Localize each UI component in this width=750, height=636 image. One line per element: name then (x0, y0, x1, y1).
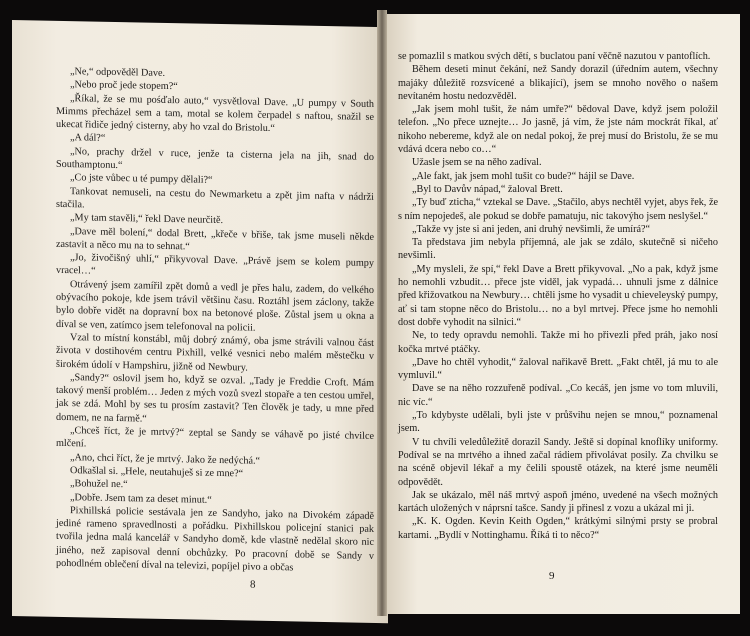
paragraph: „Ale fakt, jak jsem mohl tušit co bude?“ hájil se Dave. (412, 170, 635, 182)
paragraph: Užasle jsem se na něho zadíval. (412, 157, 542, 169)
paragraph: „Nebo proč jede stopem?“ (70, 79, 178, 93)
book-gutter (377, 10, 387, 616)
left-page-text (56, 65, 374, 576)
paragraph: „Jo, živočišný uhlí,“ přikyvoval Dave. „Právě jsem se kolem pumpy vracel…“ (56, 252, 374, 278)
paragraph: „K. K. Ogden. Kevin Keith Ogden,“ krátkými silnými prsty se probral kartami. „Bydlí v Nottinghamu. Říká ti to něco?“ (398, 516, 718, 541)
left-page-number: 8 (250, 578, 256, 591)
paragraph: „A dál?“ (70, 132, 106, 145)
paragraph: Ta představa jim nebyla příjemná, ale jak se zdálo, skutečně si ničeho nevšimli. (398, 237, 718, 262)
right-page (382, 14, 740, 614)
paragraph: Vzal to místní konstábl, můj dobrý známý, oba jsme strávili valnou část života v dostihovém centru Pixhill, velké vesnici nebo malém městečku v širokém údolí v Hampshiru, jižně od Newbury. (56, 332, 374, 374)
paragraph: V tu chvíli veledůležitě dorazil Sandy. Ještě si dopínal knoflíky uniformy. Podíval se na mrtvého a ihned začal rádiem přivolávat posily. Za chvilku se na scéně objevil lékař a my čelili spoustě otázek, na které jsme neuměli odpovědět. (398, 436, 718, 488)
paragraph: „No, prachy držel v ruce, jenže ta cisterna jela na jih, snad do Southamptonu.“ (56, 145, 374, 172)
left-page (12, 20, 388, 623)
paragraph: „Byl to Davův nápad,“ žaloval Brett. (412, 183, 563, 195)
paragraph: „Ne,“ odpověděl Dave. (70, 66, 166, 79)
paragraph: Tankovat nemuseli, na cestu do Newmarketu a zpět jim nafta v nádrži stačila. (56, 185, 374, 211)
paragraph: Dave se na něho rozzuřeně podíval. „Co kecáš, jen jsme vo tom mluvili, nic víc.“ (398, 383, 718, 408)
paragraph: „Jak jsem mohl tušit, že nám umře?“ bědoval Dave, když jsem položil telefon. „No přece uznejte… Jo jasně, já vím, že jste nám mockrát říkal, ať nikoho nebereme, když ale on nedal pokoj, že prej musí do Bristolu, že se mu vdává dcera nebo co…“ (398, 104, 718, 156)
paragraph: „Sandy?“ oslovil jsem ho, když se ozval. „Tady je Freddie Croft. Mám takový menší problém… Jeden z mých vozů svezl stopaře a ten cestou umřel, jak se zdá. Mohl by ses tu prosím zastavit? Ten člověk je tady, u mne před domem, ne na farmě.“ (56, 371, 374, 425)
paragraph: „My mysleli, že spí,“ řekl Dave a Brett přikyvoval. „No a pak, když jsme ho nemohli vzbudit… přece jste viděl, jak vypadá… uhnuli jsme z dálnice před křižovatkou na Newbury… chtěli jsme ho vysadit u chieveleyský pumpy, ať si tam stopne něco do Bristolu… no a byl mrtvej. Přece jsme ho nemohli dost dobře vyhodit na silnici.“ (398, 263, 718, 328)
right-page-text (398, 50, 718, 542)
paragraph: „Takže vy jste si ani jeden, ani druhý nevšimli, že umírá?“ (412, 223, 651, 235)
right-page-number: 9 (549, 570, 555, 582)
paragraph: „To kdybyste udělali, byli jste v průšvihu nejen se mnou,“ poznamenal jsem. (398, 410, 718, 435)
paragraph: „My tam stavěli,“ řekl Dave neurčitě. (70, 212, 224, 227)
paragraph: Otrávený jsem zamířil zpět domů a vedl je přes halu, zadem, do velkého obývacího pokoje, kde jsem trávil většinu času. Roztáhl jsem záclony, takže bylo dobře vidět na dopravní box na betonové ploše. Zůstal jsem u okna a díval se ven, zatímco jsem telefonoval na policii. (56, 278, 374, 334)
paragraph: „Dobře. Jsem tam za deset minut.“ (70, 491, 212, 506)
paragraph: Odkašlal si. „Hele, neutahuješ si ze mne?“ (70, 465, 244, 480)
paragraph: Ne, to tedy opravdu nemohli. Takže mi ho přivezli před práh, jako nosí kočka mrtvé ptáčky. (398, 330, 718, 355)
paragraph: „Bohužel ne.“ (70, 478, 128, 491)
paragraph: „Dave ho chtěl vyhodit,“ žaloval nařikavě Brett. „Fakt chtěl, já mu to ale vymluvil.“ (398, 356, 718, 382)
paragraph: Pixhillská policie sestávala jen ze Sandyho, jako na Divokém západě jediné rameno spravedlnosti a pořádku. Pixhillskou policejní stanici pak tvořila jedna malá kancelář v Sandyho domě, kde vlastně nedělal skoro nic jiného, než zapisoval denní obchůzky. Po pracovní době se Sandy v pohodlném oblečení díval na televizi, popíjel pivo a občas (56, 504, 374, 574)
paragraph: „Chceš říct, že je mrtvý?“ zeptal se Sandy se váhavě po jisté chvilce mlčení. (56, 425, 374, 450)
paragraph: „Ty buď zticha,“ vztekal se Dave. „Stačilo, abys nechtěl vyjet, abys řek, že s ním nepojedeš, ale pokud se dobře pamatuju, nic takovýho jsem neslyšel.“ (398, 197, 718, 222)
paragraph: se pomazlil s matkou svých dětí, s buclatou paní věčně nazutou v pantoflích. (398, 51, 711, 62)
paragraph: Jak se ukázalo, měl náš mrtvý aspoň jméno, uvedené na všech možných kartách uložených v náprsní tašce. Sandy ji přinesl z vozu a ukázal mi ji. (398, 489, 718, 515)
paragraph: „Dave měl bolení,“ dodal Brett, „křeče v břiše, tak jsme museli někde zastavit a něco mu na to sehnat.“ (56, 225, 374, 253)
paragraph: „Ano, chci říct, že je mrtvý. Jako že nedýchá.“ (70, 451, 261, 467)
paragraph: „Říkal, že se mu pośďalo auto,“ vysvětloval Dave. „U pumpy v South Mimms přecházel sem a tam, motal se kolem čerpadel s naftou, snažil se ukecat řidiče jedný cisterny, aby ho vzal do Bristolu.“ (56, 92, 374, 135)
paragraph: „Co jste vůbec u té pumpy dělali?“ (70, 172, 213, 187)
paragraph: Během deseti minut čekání, než Sandy dorazil (úředním autem, všechny majáky důležitě rozsvícené a blikající), jsem se mnoho nověho o našem nevítaném hostu nedozvěděl. (398, 64, 718, 102)
